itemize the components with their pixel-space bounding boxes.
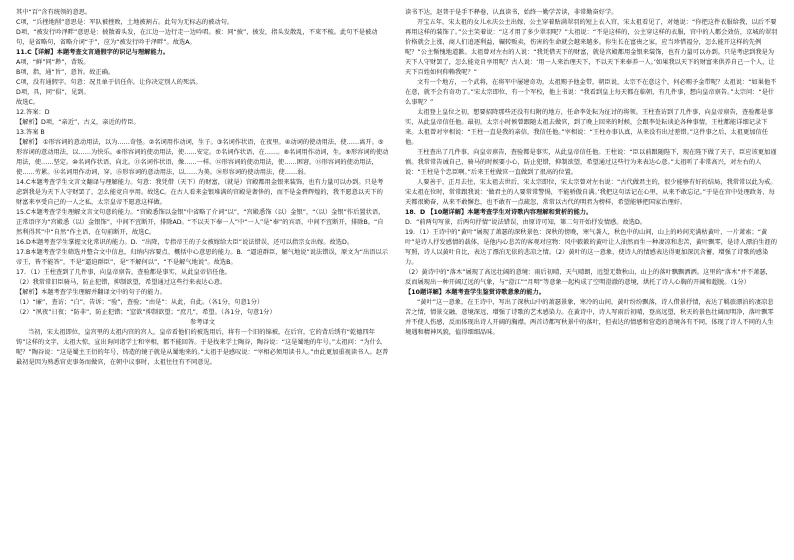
text-line: 文有一个地方，一个武将，在将军中屡建奇功，太祖赐予他金带，朝臣说，太宗不在意这个，何必赐予金带呢？太祖说：“如果他不在意，就不会有奇功了。”宋太宗即位，有一个军校，他上书说：“我看到皇上每天都在临朝，有几件事，想向皇帝禀告。”太宗问：“是什么事呢？” [405, 79, 777, 106]
text-line: （2）我常常旧臣骑马，防止犯错，抑制欲望，希望通过这些行来表达心意。 [16, 279, 227, 286]
text-line: 16.D本题考查学生掌握文化常识的能力。D．“出降，专指帝王的子女被嫁给大臣”说法错误，还可以指宗女出嫁。故选D。 [16, 239, 354, 246]
text-line: 参考译文 [190, 319, 215, 326]
text-line: 王柱查出了几件事，向皇帝禀告，查验都是事实，从此皇帝信任他。王柱说：“臣以前跟随陛下，现在陛下做了天子，臣应该更加谨慎。我常常告诫自己，骑马的时候要小心，防止犯错，抑制欲望，希望通过这些行为来表达心意。”太祖听了非常高兴，对左右的人说：“王柱是个忠臣啊。”后来王柱做官一直做到了很高的位置。 [405, 149, 777, 176]
text-line: 【解析】 ①形容词的意动用法，以为……奇怪。②名词用作动词，生子。③名词作状语，在夜里。④动词的使动用法，使……离开。⑤形容词的意动用法，以……为快乐。⑥形容词的使动用法，使……安定。⑦名词作状语，在……。⑧名词用作动词，生。⑨形容词的使动用法，使……坚定。⑩名词作状语，向北。⑪名词作状语，像……一样。⑫形容词的使动用法，使……困窘。⑬形容词的使动用法，使……劳累。⑭名词用作动词，穿。⑮形容词的意动用法，以……为美。⑯形容词的使动用法，使……弱。 [16, 139, 389, 176]
text-line: D．“前两句写景，后两句抒情”说法错误，由原诗可知，第二句开始抒发情感。故选D。 [405, 219, 647, 226]
text-line: 14.C本题考查学生文言文翻译与理解能力。句意：我凭借（天下）的财富，（就是）宫殿都用金银来装饰，也有力量可以办到。只是考虑到我是为天下人守财罢了，怎么能竞自享用。故选C。在古人看来金银堆满的宫殿是奢侈的，而不是金碧辉煌的，我不愿意以天下的财富来享受自己的一人之私，太宗皇帝不愿意这样做。 [16, 179, 384, 206]
text-line: 【解析】D项，“亲近”，古义，亲近的侍臣。 [16, 119, 140, 126]
text-line: 11.C【详解】本题考查文言通假字的识记与理解能力。 [16, 49, 170, 56]
text-line: 其中“百”含有统领的意思。 [16, 9, 92, 16]
text-line: A项，“鲜”同“尠”，背叛。 [16, 59, 90, 66]
text-line: 读书不达，赵普于是手不释卷，认真读书，始终一勤学苦读，非常勤奋好学。 [405, 9, 618, 16]
text-line: 开宝五年，宋太祖的女儿永庆公主出嫁，公主穿着贴满翠羽的短上衣入宫，宋太祖看见了，对她说：“你把这件衣服给我，以后不要再用这样的装饰了。”公主笑着说：“这才用了多少翠羽呢？”太祖说：“不是这样的，公主穿这样的衣服，宫中的人都会效仿，京城的翠羽价格就会上涨，商人们追逐利益，辗转贩卖，伤害的生命就会越来越多。你生长在富贵之家，应当珍惜福分，怎么能开这样的先例呢？”公主惭愧地道歉。太祖曾对左右的人说：“我凭借天下的财富，就是宫殿都用金银来装饰，也有力量可以办到。只是考虑到我是为天下人守财罢了，怎么能竞自享用呢？古人说：‘用一人来治理天下，不以天下来奉养一人。’如果我以天下的财富来供养自己一个人，让天下百姓如何仰赖我呢？” [405, 19, 778, 76]
text-line: 13.答案 B [16, 129, 45, 136]
text-line: （2）黄诗中的“落木”展现了高远壮阔的意境：雨后初晴，天气晴朗，远望无数秋山，山上的落叶飘飘洒洒。这里的“落木”并不萧瑟，反而展现出一种开阔辽远的气象，与“澄江”“月明”等意象一起构成了空明澄澈的意境，烘托了诗人心胸的开阔和超脱。（1分） [405, 269, 772, 286]
text-line: 12.答案：D [16, 109, 50, 116]
text-line: （2）“夙夜”日夜；“防非”，防止犯错；“窒欲”抑制欲望；“庶几”，希望。（各1分，句意1分） [16, 309, 276, 316]
text-line: B项，指，通“旨”，意旨。故正确。 [16, 69, 115, 76]
right-column [405, 8, 778, 556]
text-line: C项，“兵挫地削”意思是：军队被挫败，土地被割占。此句为无标志的被动句。 [16, 19, 234, 26]
text-line: （1）“廉”，查访；“白”，告诉；“验”，查验；“由是”：从此，自此。（各1分，句意1分） [16, 299, 264, 306]
text-line: 15.C本题考查学生理解文言文句意的能力。“宫殿悉饰以金银”中省略了介词“以”，“宫殿悉饰（以）金银”，“（以）金银”作后置状语，正常语序为“宫殿悉（以）金银饰”，中间不宜断开，排除AD。“不以天下奉一人”中“一人”是“奉”的宾语，中间不宜断开，排除B。“自然利得其”中“自然”作主语，在句前断开，故选C。 [16, 209, 385, 236]
text-line: 太祖登上皇位之初，想要招降那些还没有归附的地方，任命李处耘为征讨的将领。王柱查访到了几件事，向皇帝禀告，查验都是事实，从此皇帝信任他。最初，太宗小时候曾跟随太祖去做官，到了晚上回来的时候，会跟李处耘谈论各种事情，王柱都能详细记录下来。太祖曾对宰相说：“王柱一直是我的亲信，我信任他。”宰相说：“王柱办事认真，从来没有出过差错。”这件事之后，太祖更加信任他。 [405, 109, 774, 146]
text-line: 18．D 【10题详解】本题考查学生对诗歌内容理解和赏析的能力。 [405, 209, 593, 216]
text-line: D项，“被发行吟泽畔”意思是：披散着头发，在江边一边行走一边吟唱。被：同“披”，披发，指头发散乱，不束不梳。此句不是被动句，是省略句，省略介词“于”，应为“被发行吟于泽畔”。故选A。 [16, 29, 378, 46]
text-line: 人要善于，正月去往，宋太祖去世后，宋太宗即位，宋太宗曾对左右说：“古代做君主的，很少能够有好的结局，我常常以此为戒。宋太祖在位时，常常跟我说：‘做君主的人要常常警惕，不能骄傲自满。’我把这句话记在心里，从来不敢忘记。”于是在宫中处理政务，每天都很勤奋，从来不敢懈怠，也不敢有一点疏忽，常常以古代的明君为榜样，希望能够把国家治理好。 [405, 179, 777, 206]
text-line: 故选C。 [16, 99, 40, 106]
text-line: 17.B本题考查学生筛选并整合文中信息，归纳内容要点、概括中心意思的能力。B．“逼迫群臣，解气地说”说法错误，原文为“出语以示帝王，皆不能答”，不是“逼迫群臣”，是“不解何以”，“不是解气地说”。故选B。 [16, 249, 388, 266]
text-line: 【10题详解】本题考查学生鉴赏诗歌意象的能力。 [405, 289, 545, 296]
text-line: 【解析】本题考查学生理解并翻译文中的句子的能力。 [16, 289, 166, 296]
left-column [16, 8, 389, 556]
text-line: 当初，宋太祖即位，皇宫里的太祖内宫的宫人，皇帝看他们的被选用后，将有一个旧的锦被，在后宫，它的背后绣有“乾德四年铸”这样的文字，太祖大惊，宣出询问诸学士和宰相，都不能回答。于是找来学士陶谷，陶谷说：“这是蜀地的年号。”太祖问：“为什么呢？”陶谷说：“这是蜀主王衍的年号，铸造的镜子就是从蜀地来的。”太祖于是感叹说：“宰相必须用读书人。”由此更加重视读书人。赵普最初是因为熟悉官吏事务而做官，在朝中议事时，太祖往往有不同意见。 [16, 329, 389, 366]
text-line: 19．（1）王诗中的“黄叶”展现了萧瑟的深秋景色：深秋的傍晚，寒气袭人，秋色中的山间，山上的岭间充满枯黄叶，一片萧索；“黄叶”是诗人抒发感情的载体，是他内心悲苦的客观对应物：风中簌簌的黄叶让人油然而生一种凄凉和悲苦，黄叶飘零，是诗人漂泊生涯的写照，诗人以黄叶自比，表达了漂泊无依的悲凉之情。（2）黄叶的这一意象，使诗人的情感表达得更加深沉含蓄，增强了诗歌的感染力。 [405, 229, 777, 266]
text-line: C项，没有通假字。句意：况且单于信任你，让你决定别人的死活。 [16, 79, 202, 86]
text-line: 17．（1）王柱查到了几件事，向皇帝禀告，查验都是事实，从此皇帝信任他。 [16, 269, 232, 276]
text-line: D项，具，同“俱”，见到。 [16, 89, 90, 96]
text-line: “黄叶”这一意象，在王诗中，写出了深秋山中的萧瑟景象，寒冷的山间，黄叶纷纷飘落，诗人借景抒情，表达了羁旅漂泊的凄凉悲苦之情，情景交融，意境深远，增强了诗歌的艺术感染力。在黄诗中，诗人写雨后初晴，登高远望，秋天的景色壮阔而明净，落叶飘零并不使人伤感，反而体现出诗人开阔的胸襟。两首诗都写秋景中的落叶，但表达的情感和营造的意境各有不同，体现了诗人不同的人生境遇和精神风貌，值得细细品味。 [405, 299, 774, 336]
